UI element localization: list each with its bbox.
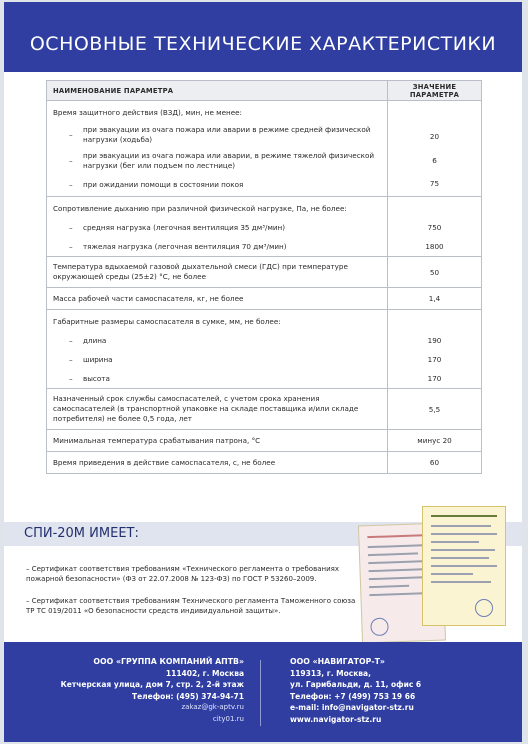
list-item: – при эвакуации из очага пожара или аварии, в режиме тяжелой физической нагрузки (бег или подъем по лестнице) xyxy=(47,148,387,174)
table-row xyxy=(47,101,482,197)
row-value: 1,4 xyxy=(388,288,482,310)
list-item: – ширина xyxy=(69,354,113,364)
item-value: 170 xyxy=(427,355,442,364)
list-item: – при ожидании помощи в состоянии покоя xyxy=(69,180,244,189)
item-value: 20 xyxy=(429,131,440,141)
row-label: Температура вдыхаемой газовой дыхательной смеси (ГДС) при температуре окружающей среды (25±2) °С, не более xyxy=(47,257,388,288)
table-row xyxy=(47,430,482,452)
seal-icon xyxy=(370,618,389,637)
item-value: 750 xyxy=(427,223,442,232)
group-title: Сопротивление дыханию при различной физической нагрузке, Па, не более: xyxy=(53,204,347,213)
company-name: ООО «НАВИГАТОР-Т» xyxy=(290,657,385,666)
website-link[interactable]: city01.ru xyxy=(212,714,244,723)
seal-icon xyxy=(475,599,493,617)
address-line: Кетчерская улица, дом 7, стр. 2, 2-й этаж xyxy=(60,680,244,689)
item-value: 170 xyxy=(427,374,442,383)
item-value: 1800 xyxy=(425,242,444,251)
item-value: 6 xyxy=(432,155,437,165)
list-item: – длина xyxy=(69,335,107,345)
item-label: тяжелая нагрузка (легочная вентиляция 70 дм³/мин) xyxy=(83,241,287,251)
certificate-item: – Сертификат соответствия требованиям «Технического регламента о требованиях пожарной безопасности» (ФЗ от 22.07.2008 № 123-ФЗ) по ГОСТ Р 53260–2009. xyxy=(26,565,339,583)
table-row xyxy=(47,310,482,389)
company-name: ООО «ГРУППА КОМПАНИЙ АПТВ» xyxy=(93,657,244,666)
row-value: 60 xyxy=(388,452,482,474)
row-value: 5,5 xyxy=(388,389,482,430)
row-value: 50 xyxy=(388,257,482,288)
list-item: – тяжелая нагрузка (легочная вентиляция 70 дм³/мин) xyxy=(69,241,287,251)
table-row xyxy=(47,197,482,257)
group-title: Габаритные размеры самоспасателя в сумке, мм, не более: xyxy=(53,317,281,326)
specs-table xyxy=(46,80,482,474)
certificate-document-image xyxy=(422,506,506,626)
page-title: ОСНОВНЫЕ ТЕХНИЧЕСКИЕ ХАРАКТЕРИСТИКИ xyxy=(29,33,497,55)
item-label: при эвакуации из очага пожара или аварии, в режиме тяжелой физической нагрузки (бег или подъем по лестнице) xyxy=(83,151,375,170)
list-item: – средняя нагрузка (легочная вентиляция 35 дм³/мин) xyxy=(69,222,286,232)
item-label: длина xyxy=(83,335,107,345)
brochure-page xyxy=(4,2,522,742)
footer-company-left xyxy=(61,656,244,725)
col-param-header: НАИМЕНОВАНИЕ ПАРАМЕТРА xyxy=(47,81,388,101)
email-link[interactable]: e-mail: info@navigator-stz.ru xyxy=(290,703,414,712)
specs-table-container xyxy=(46,80,482,474)
header-banner xyxy=(4,2,522,72)
col-value-header: ЗНАЧЕНИЕ ПАРАМЕТРА xyxy=(388,81,482,101)
list-item: – при эвакуации из очага пожара или аварии в режиме средней физической нагрузки (ходьба) xyxy=(47,122,387,148)
row-value: минус 20 xyxy=(388,430,482,452)
item-label: высота xyxy=(83,373,110,383)
table-row xyxy=(47,389,482,430)
table-row xyxy=(47,257,482,288)
item-value: 190 xyxy=(427,336,442,345)
certificate-item: – Сертификат соответствия требованиям Технического регламента Таможенного союза ТР ТС 019/2011 «О безопасности средств индивидуальной защиты». xyxy=(26,597,356,615)
item-label: при ожидании помощи в состоянии покоя xyxy=(83,180,244,189)
item-label: ширина xyxy=(83,354,113,364)
address-line: 111402, г. Москва xyxy=(165,668,244,678)
website-link[interactable]: www.navigator-stz.ru xyxy=(290,714,382,724)
address-line: 119313, г. Москва, xyxy=(290,668,371,678)
row-label: Назначенный срок службы самоспасателей, с учетом срока хранения самоспасателей (в транспортной упаковке на складе поставщика и/или складе потребителя) не более 0,5 года, лет xyxy=(47,389,388,430)
row-label: Масса рабочей части самоспасателя, кг, не более xyxy=(47,288,388,310)
certificates-title: СПИ-20М ИМЕЕТ: xyxy=(24,526,139,541)
email-link[interactable]: zakaz@gk-aptv.ru xyxy=(181,703,244,711)
table-header-row xyxy=(47,81,482,101)
footer-company-right xyxy=(290,656,421,725)
certificates-list xyxy=(26,564,356,628)
item-value: 75 xyxy=(429,178,440,188)
table-row xyxy=(47,288,482,310)
phone: Телефон: +7 (499) 753 19 66 xyxy=(290,691,416,701)
footer xyxy=(4,642,522,742)
group-title: Время защитного действия (ВЗД), мин, не менее: xyxy=(53,108,242,117)
list-item: – высота xyxy=(69,373,110,383)
row-label: Время приведения в действие самоспасателя, с, не более xyxy=(47,452,388,474)
footer-divider xyxy=(260,660,261,726)
row-label: Минимальная температура срабатывания патрона, °С xyxy=(47,430,388,452)
item-label: при эвакуации из очага пожара или аварии в режиме средней физической нагрузки (ходьба) xyxy=(83,125,371,144)
certificate-images xyxy=(360,502,510,642)
table-row xyxy=(47,452,482,474)
item-label: средняя нагрузка (легочная вентиляция 35 дм³/мин) xyxy=(83,222,286,232)
address-line: ул. Гарибальди, д. 11, офис 6 xyxy=(290,680,422,689)
phone: Телефон: (495) 374-94-71 xyxy=(131,691,244,701)
